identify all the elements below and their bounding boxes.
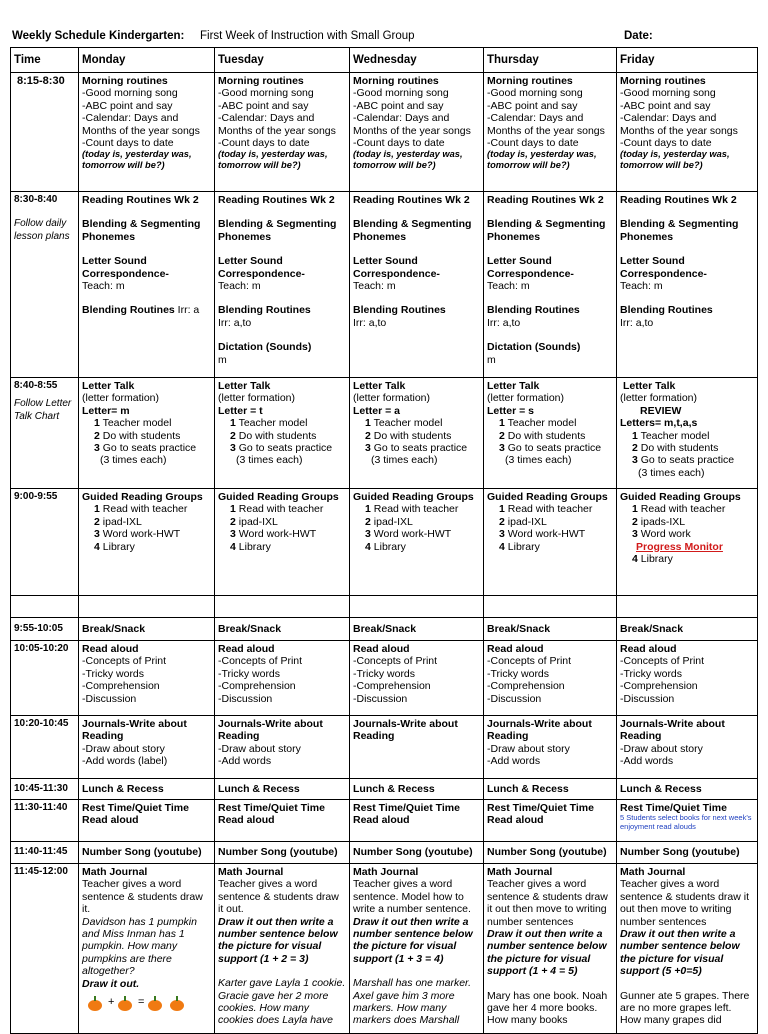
cell-rest-thu: Rest Time/Quiet Time Read aloud bbox=[484, 800, 617, 842]
cell-morning-wed: Morning routines -Good morning song -ABC point and say -Calendar: Days and Months of the year songs -Count days to date (today is, yesterday was, tomorrow will be?) bbox=[350, 73, 484, 192]
spacer-cell bbox=[350, 596, 484, 618]
cell-read-aloud-fri: Read aloud -Concepts of Print -Tricky words -Comprehension -Discussion bbox=[617, 641, 758, 716]
row-math bbox=[11, 864, 758, 1034]
row-break bbox=[11, 618, 758, 641]
cell-reading-tue: Reading Routines Wk 2 Blending & Segmenting Phonemes Letter Sound Correspondence- Teach: m Blending Routines Irr: a,to Dictation (Sounds) m bbox=[215, 192, 350, 378]
row-rest bbox=[11, 800, 758, 842]
page-subtitle: First Week of Instruction with Small Group bbox=[200, 30, 415, 42]
cell-math-mon: Math Journal Teacher gives a word sentence & students draw it. Davidson has 1 pumpkin and Miss Inman has 1 pumpkin. How many pumpkins are there altogether? Draw it out. + = bbox=[79, 864, 215, 1034]
cell-letter-talk-thu: Letter Talk (letter formation) Letter = s 1 Teacher model 2 Do with students 3 Go to seats practice (3 times each) bbox=[484, 378, 617, 489]
cell-morning-fri: Morning routines -Good morning song -ABC point and say -Calendar: Days and Months of the year songs -Count days to date (today is, yesterday was, tomorrow will be?) bbox=[617, 73, 758, 192]
cell-rest-tue: Rest Time/Quiet Time Read aloud bbox=[215, 800, 350, 842]
time-cell: 8:15-8:30 bbox=[11, 73, 79, 192]
cell-reading-wed: Reading Routines Wk 2 Blending & Segmenting Phonemes Letter Sound Correspondence- Teach: m Blending Routines Irr: a,to bbox=[350, 192, 484, 378]
time-cell: 10:45-11:30 bbox=[11, 779, 79, 800]
pumpkin-drawing bbox=[82, 994, 211, 1018]
spacer-cell bbox=[11, 596, 79, 618]
cell-read-aloud-tue: Read aloud -Concepts of Print -Tricky words -Comprehension -Discussion bbox=[215, 641, 350, 716]
cell-rest-mon: Rest Time/Quiet Time Read aloud bbox=[79, 800, 215, 842]
cell-math-wed: Math Journal Teacher gives a word sentence. Model how to write a number sentence. Draw it out then write a number sentence below the picture for visual support (1 + 3 = 4) Marshall has one marker. Axel gave him 3 more markers. How many markers does Marshall bbox=[350, 864, 484, 1034]
cell-guided-mon: Guided Reading Groups 1 Read with teacher 2 ipad-IXL 3 Word work-HWT 4 Library bbox=[79, 489, 215, 596]
time-cell: 8:40-8:55 Follow Letter Talk Chart bbox=[11, 378, 79, 489]
cell-morning-tue: Morning routines -Good morning song -ABC point and say -Calendar: Days and Months of the year songs -Count days to date (today is, yesterday was, tomorrow will be?) bbox=[215, 73, 350, 192]
cell-song-tue: Number Song (youtube) bbox=[215, 842, 350, 864]
cell-reading-fri: Reading Routines Wk 2 Blending & Segmenting Phonemes Letter Sound Correspondence- Teach: m Blending Routines Irr: a,to bbox=[617, 192, 758, 378]
cell-morning-mon: Morning routines -Good morning song -ABC point and say -Calendar: Days and Months of the year songs -Count days to date (today is, yesterday was, tomorrow will be?) bbox=[79, 73, 215, 192]
cell-journals-thu: Journals-Write about Reading -Draw about story -Add words bbox=[484, 716, 617, 779]
cell-read-aloud-wed: Read aloud -Concepts of Print -Tricky words -Comprehension -Discussion bbox=[350, 641, 484, 716]
cell-journals-wed: Journals-Write about Reading bbox=[350, 716, 484, 779]
row-letter-talk bbox=[11, 378, 758, 489]
time-cell: 8:30-8:40 Follow daily lesson plans bbox=[11, 192, 79, 378]
spacer-cell bbox=[484, 596, 617, 618]
cell-lunch-fri: Lunch & Recess bbox=[617, 779, 758, 800]
row-morning bbox=[11, 73, 758, 192]
cell-journals-mon: Journals-Write about Reading -Draw about story -Add words (label) bbox=[79, 716, 215, 779]
row-read-aloud bbox=[11, 641, 758, 716]
col-header-monday: Monday bbox=[79, 48, 215, 73]
pumpkin-icon bbox=[170, 1000, 184, 1011]
cell-reading-mon: Reading Routines Wk 2 Blending & Segmenting Phonemes Letter Sound Correspondence- Teach: m Blending Routines Irr: a bbox=[79, 192, 215, 378]
cell-math-thu: Math Journal Teacher gives a word sentence & students draw it out then move to writing number sentences Draw it out then write a number sentence below the picture for visual support (1 + 4 = 5) Mary has one book. Noah gave her 4 more books. How many books bbox=[484, 864, 617, 1034]
cell-read-aloud-thu: Read aloud -Concepts of Print -Tricky words -Comprehension -Discussion bbox=[484, 641, 617, 716]
cell-break-thu: Break/Snack bbox=[484, 618, 617, 641]
cell-lunch-mon: Lunch & Recess bbox=[79, 779, 215, 800]
cell-break-mon: Break/Snack bbox=[79, 618, 215, 641]
cell-letter-talk-mon: Letter Talk (letter formation) Letter= m 1 Teacher model 2 Do with students 3 Go to seats practice (3 times each) bbox=[79, 378, 215, 489]
row-number-song bbox=[11, 842, 758, 864]
cell-letter-talk-fri: Letter Talk (letter formation) REVIEW Letters= m,t,a,s 1 Teacher model 2 Do with students 3 Go to seats practice (3 times each) bbox=[617, 378, 758, 489]
cell-reading-thu: Reading Routines Wk 2 Blending & Segmenting Phonemes Letter Sound Correspondence- Teach: m Blending Routines Irr: a,to Dictation (Sounds) m bbox=[484, 192, 617, 378]
date-label: Date: bbox=[624, 30, 653, 42]
col-header-friday: Friday bbox=[617, 48, 758, 73]
time-cell: 9:00-9:55 bbox=[11, 489, 79, 596]
cell-song-mon: Number Song (youtube) bbox=[79, 842, 215, 864]
schedule-table bbox=[10, 47, 758, 1034]
cell-lunch-tue: Lunch & Recess bbox=[215, 779, 350, 800]
cell-song-wed: Number Song (youtube) bbox=[350, 842, 484, 864]
pumpkin-icon bbox=[88, 1000, 102, 1011]
pumpkin-icon bbox=[148, 1000, 162, 1011]
cell-journals-tue: Journals-Write about Reading -Draw about story -Add words bbox=[215, 716, 350, 779]
row-journals bbox=[11, 716, 758, 779]
cell-read-aloud-mon: Read aloud -Concepts of Print -Tricky words -Comprehension -Discussion bbox=[79, 641, 215, 716]
pumpkin-icon bbox=[118, 1000, 132, 1011]
cell-break-fri: Break/Snack bbox=[617, 618, 758, 641]
cell-math-fri: Math Journal Teacher gives a word sentence & students draw it out then move to writing number sentences Draw it out then write a number sentence below the picture for visual support (5 +0=5) Gunner ate 5 grapes. There are no more grapes left. How many grapes did bbox=[617, 864, 758, 1034]
cell-break-wed: Break/Snack bbox=[350, 618, 484, 641]
cell-lunch-thu: Lunch & Recess bbox=[484, 779, 617, 800]
row-reading bbox=[11, 192, 758, 378]
spacer-cell bbox=[79, 596, 215, 618]
col-header-thursday: Thursday bbox=[484, 48, 617, 73]
row-guided-reading bbox=[11, 489, 758, 596]
spacer-row bbox=[11, 596, 758, 618]
time-cell: 9:55-10:05 bbox=[11, 618, 79, 641]
cell-lunch-wed: Lunch & Recess bbox=[350, 779, 484, 800]
equals-icon: = bbox=[138, 996, 145, 1009]
spacer-cell bbox=[215, 596, 350, 618]
cell-math-tue: Math Journal Teacher gives a word sentence & students draw it out. Draw it out then write a number sentence below the picture for visual support (1 + 2 = 3) Karter gave Layla 1 cookie. Gracie gave her 2 more cookies. How many cookies does Layla have bbox=[215, 864, 350, 1034]
cell-guided-tue: Guided Reading Groups 1 Read with teacher 2 ipad-IXL 3 Word work-HWT 4 Library bbox=[215, 489, 350, 596]
cell-journals-fri: Journals-Write about Reading -Draw about story -Add words bbox=[617, 716, 758, 779]
cell-rest-fri: Rest Time/Quiet Time 5 Students select books for next week's enjoyment read alouds bbox=[617, 800, 758, 842]
cell-guided-thu: Guided Reading Groups 1 Read with teacher 2 ipad-IXL 3 Word work-HWT 4 Library bbox=[484, 489, 617, 596]
progress-monitor-link[interactable]: Progress Monitor bbox=[636, 540, 723, 553]
cell-letter-talk-tue: Letter Talk (letter formation) Letter = t 1 Teacher model 2 Do with students 3 Go to seats practice (3 times each) bbox=[215, 378, 350, 489]
page-title: Weekly Schedule Kindergarten: bbox=[12, 30, 185, 42]
cell-rest-wed: Rest Time/Quiet Time Read aloud bbox=[350, 800, 484, 842]
row-lunch bbox=[11, 779, 758, 800]
col-header-tuesday: Tuesday bbox=[215, 48, 350, 73]
cell-break-tue: Break/Snack bbox=[215, 618, 350, 641]
cell-guided-wed: Guided Reading Groups 1 Read with teacher 2 ipad-IXL 3 Word work-HWT 4 Library bbox=[350, 489, 484, 596]
cell-song-fri: Number Song (youtube) bbox=[617, 842, 758, 864]
cell-morning-thu: Morning routines -Good morning song -ABC point and say -Calendar: Days and Months of the year songs -Count days to date (today is, yesterday was, tomorrow will be?) bbox=[484, 73, 617, 192]
time-cell: 11:40-11:45 bbox=[11, 842, 79, 864]
cell-guided-fri: Guided Reading Groups 1 Read with teacher 2 ipads-IXL 3 Word work Progress Monitor 4 Library bbox=[617, 489, 758, 596]
plus-icon: + bbox=[108, 996, 115, 1009]
cell-letter-talk-wed: Letter Talk (letter formation) Letter = a 1 Teacher model 2 Do with students 3 Go to seats practice (3 times each) bbox=[350, 378, 484, 489]
col-header-time: Time bbox=[11, 48, 79, 73]
spacer-cell bbox=[617, 596, 758, 618]
time-cell: 10:20-10:45 bbox=[11, 716, 79, 779]
time-cell: 11:30-11:40 bbox=[11, 800, 79, 842]
col-header-wednesday: Wednesday bbox=[350, 48, 484, 73]
header-row bbox=[11, 48, 758, 73]
cell-song-thu: Number Song (youtube) bbox=[484, 842, 617, 864]
time-cell: 11:45-12:00 bbox=[11, 864, 79, 1034]
time-cell: 10:05-10:20 bbox=[11, 641, 79, 716]
page-header bbox=[12, 30, 756, 46]
